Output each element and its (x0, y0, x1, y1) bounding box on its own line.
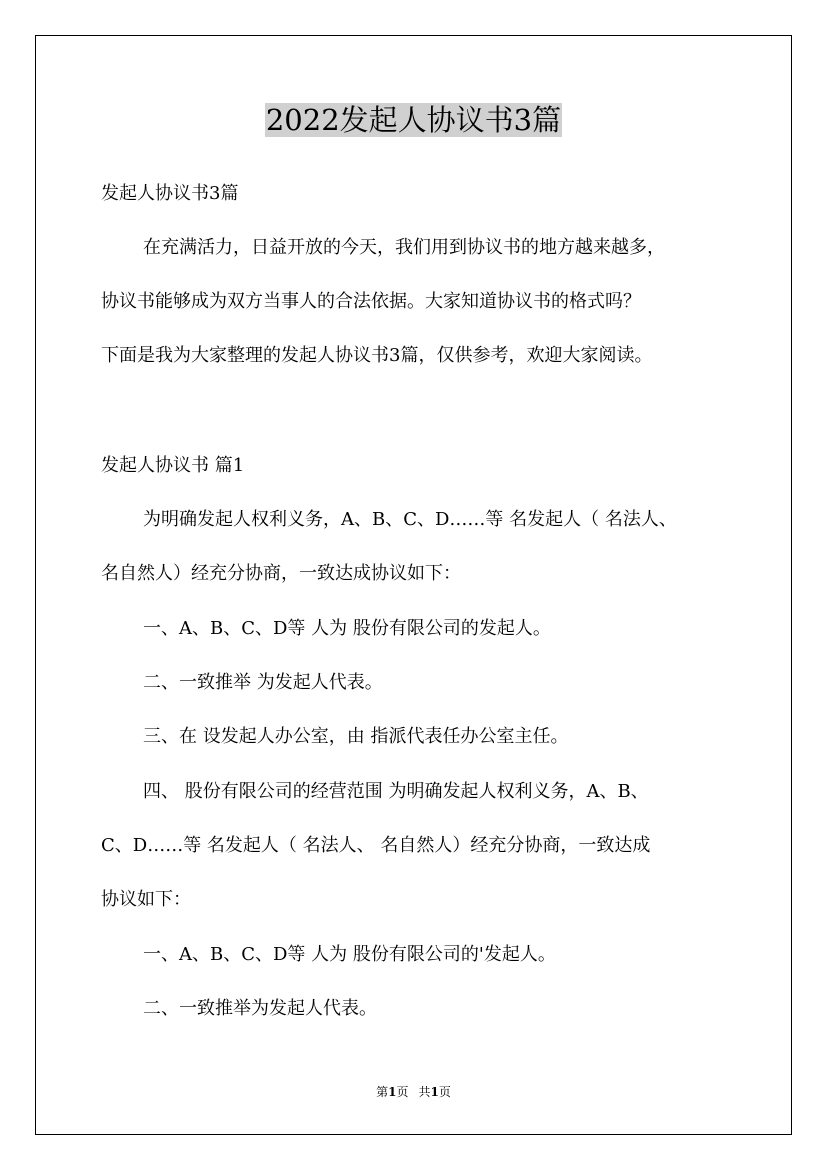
section-1-paragraph-line-1: 为明确发起人权利义务，A、B、C、D……等 名发起人（ 名法人、 (143, 509, 677, 530)
clause-1: 一、A、B、C、D等 人为 股份有限公司的发起人。 (143, 618, 551, 639)
intro-paragraph-line-3: 下面是我为大家整理的发起人协议书3篇，仅供参考，欢迎大家阅读。 (101, 345, 653, 366)
clause-4-line-2: C、D……等 名发起人（ 名法人、 名自然人）经充分协商，一致达成 (101, 835, 651, 856)
document-title-text: 2022发起人协议书3篇 (265, 103, 562, 137)
doc-heading: 发起人协议书3篇 (101, 183, 239, 204)
clause-3: 三、在 设发起人办公室，由 指派代表任办公室主任。 (143, 726, 569, 747)
document-title (0, 100, 827, 140)
clause-6: 二、一致推举为发起人代表。 (143, 998, 377, 1019)
clause-5: 一、A、B、C、D等 人为 股份有限公司的'发起人。 (143, 944, 556, 965)
page-footer (0, 1083, 827, 1101)
clause-2: 二、一致推举 为发起人代表。 (143, 672, 383, 693)
section-heading-1: 发起人协议书 篇1 (101, 455, 245, 476)
clause-4-line-1: 四、 股份有限公司的经营范围 为明确发起人权利义务，A、B、 (143, 781, 649, 802)
intro-paragraph-line-2: 协议书能够成为双方当事人的合法依据。大家知道协议书的格式吗？ (101, 291, 641, 312)
page-prefix: 第 (376, 1085, 389, 1099)
clause-4-line-3: 协议如下： (101, 889, 191, 910)
page-suffix: 页 (396, 1085, 409, 1099)
section-1-paragraph-line-2: 名自然人）经充分协商，一致达成协议如下： (101, 563, 461, 584)
total-pages: 1 (430, 1085, 439, 1099)
total-suffix: 页 (438, 1085, 451, 1099)
page-number: 1 (388, 1085, 397, 1099)
total-prefix: 共 (418, 1085, 431, 1099)
intro-paragraph-line-1: 在充满活力，日益开放的今天，我们用到协议书的地方越来越多， (143, 237, 665, 258)
